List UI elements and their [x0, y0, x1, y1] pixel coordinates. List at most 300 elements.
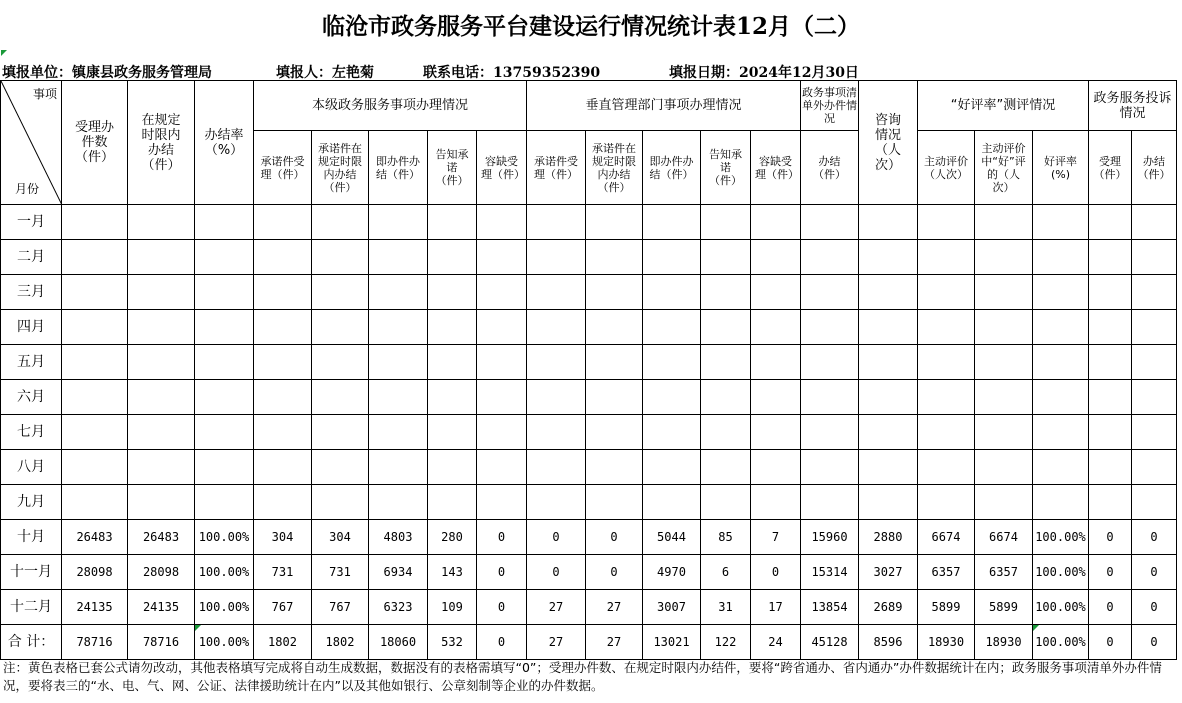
cell-vert-notify[interactable]: 122: [701, 625, 751, 660]
cell-local-notify[interactable]: [428, 275, 477, 310]
cell-complaint-accept[interactable]: [1089, 485, 1132, 520]
cell-local-fault[interactable]: [477, 345, 527, 380]
cell-rate[interactable]: [195, 485, 254, 520]
cell-consult[interactable]: [859, 205, 918, 240]
cell-in-time[interactable]: [128, 205, 195, 240]
cell-vert-promise-accept[interactable]: 27: [527, 590, 586, 625]
cell-consult[interactable]: 8596: [859, 625, 918, 660]
cell-good-rate[interactable]: [1033, 240, 1089, 275]
cell-local-promise-done[interactable]: 731: [312, 555, 369, 590]
cell-local-promise-done[interactable]: [312, 345, 369, 380]
cell-vert-promise-done[interactable]: [586, 450, 643, 485]
cell-local-instant-done[interactable]: 6934: [369, 555, 428, 590]
cell-complaint-finish[interactable]: 0: [1132, 555, 1177, 590]
cell-vert-promise-done[interactable]: 27: [586, 625, 643, 660]
col-local-promise-done: 承诺件在规定时限内办结（件）: [312, 131, 369, 205]
col-vert-promise-accept: 承诺件受理（件）: [527, 131, 586, 205]
cell-vert-instant-done[interactable]: [643, 345, 701, 380]
cell-local-promise-accept[interactable]: 1802: [254, 625, 312, 660]
table-row: [1, 555, 1177, 590]
cell-in-time[interactable]: [128, 240, 195, 275]
cell-local-notify[interactable]: [428, 380, 477, 415]
cell-complaint-accept[interactable]: [1089, 380, 1132, 415]
cell-complaint-finish[interactable]: [1132, 205, 1177, 240]
cell-rate[interactable]: [195, 310, 254, 345]
table-row: [1, 205, 1177, 240]
cell-local-instant-done[interactable]: 6323: [369, 590, 428, 625]
cell-received[interactable]: 78716: [62, 625, 128, 660]
cell-local-promise-accept[interactable]: [254, 345, 312, 380]
cell-good-rate[interactable]: 100.00%: [1033, 590, 1089, 625]
cell-local-notify[interactable]: 532: [428, 625, 477, 660]
cell-active-eval[interactable]: [918, 485, 975, 520]
cell-active-eval[interactable]: [918, 450, 975, 485]
cell-vert-promise-done[interactable]: [586, 275, 643, 310]
cell-local-instant-done[interactable]: [369, 240, 428, 275]
col-outside-list: 政务事项清单外办件情况: [801, 81, 859, 131]
cell-local-notify[interactable]: [428, 450, 477, 485]
cell-local-notify[interactable]: [428, 345, 477, 380]
cell-vert-promise-done[interactable]: [586, 485, 643, 520]
cell-consult[interactable]: [859, 310, 918, 345]
table-row: [1, 415, 1177, 450]
cell-rate[interactable]: [195, 205, 254, 240]
cell-outside-done[interactable]: [801, 415, 859, 450]
cell-complaint-finish[interactable]: [1132, 345, 1177, 380]
cell-active-eval[interactable]: 18930: [918, 625, 975, 660]
cell-complaint-finish[interactable]: [1132, 380, 1177, 415]
cell-complaint-accept[interactable]: [1089, 205, 1132, 240]
cell-local-promise-accept[interactable]: [254, 310, 312, 345]
cell-rate[interactable]: 100.00%: [195, 590, 254, 625]
cell-active-good[interactable]: 18930: [975, 625, 1033, 660]
cell-in-time[interactable]: [128, 345, 195, 380]
cell-local-fault[interactable]: 0: [477, 555, 527, 590]
cell-outside-done[interactable]: [801, 205, 859, 240]
cell-received[interactable]: [62, 240, 128, 275]
cell-complaint-finish[interactable]: [1132, 240, 1177, 275]
cell-in-time[interactable]: 24135: [128, 590, 195, 625]
cell-rate[interactable]: 100.00%: [195, 520, 254, 555]
cell-outside-done[interactable]: 45128: [801, 625, 859, 660]
cell-complaint-finish[interactable]: [1132, 485, 1177, 520]
cell-good-rate[interactable]: [1033, 485, 1089, 520]
cell-vert-promise-done[interactable]: 0: [586, 520, 643, 555]
cell-outside-done[interactable]: [801, 450, 859, 485]
corner-header: [1, 81, 62, 205]
cell-complaint-finish[interactable]: 0: [1132, 625, 1177, 660]
cell-rate[interactable]: [195, 380, 254, 415]
cell-in-time[interactable]: [128, 415, 195, 450]
cell-vert-fault[interactable]: 24: [751, 625, 801, 660]
info-filler: 填报人：左艳菊: [276, 65, 374, 81]
cell-in-time[interactable]: 78716: [128, 625, 195, 660]
col-vert-promise-done: 承诺件在规定时限内办结（件）: [586, 131, 643, 205]
cell-consult[interactable]: [859, 240, 918, 275]
cell-vert-fault[interactable]: [751, 275, 801, 310]
cell-local-promise-accept[interactable]: [254, 240, 312, 275]
cell-vert-fault[interactable]: [751, 345, 801, 380]
table-body: [1, 205, 1177, 660]
cell-vert-promise-accept[interactable]: 27: [527, 625, 586, 660]
cell-vert-instant-done[interactable]: [643, 485, 701, 520]
cell-local-fault[interactable]: 0: [477, 590, 527, 625]
cell-local-promise-accept[interactable]: [254, 275, 312, 310]
cell-outside-done[interactable]: 15960: [801, 520, 859, 555]
cell-local-notify[interactable]: [428, 415, 477, 450]
cell-outside-done[interactable]: [801, 485, 859, 520]
cell-local-notify[interactable]: 109: [428, 590, 477, 625]
cell-good-rate[interactable]: [1033, 380, 1089, 415]
cell-active-eval[interactable]: 6674: [918, 520, 975, 555]
cell-vert-notify[interactable]: 6: [701, 555, 751, 590]
cell-vert-fault[interactable]: [751, 205, 801, 240]
cell-local-notify[interactable]: 280: [428, 520, 477, 555]
cell-active-eval[interactable]: [918, 240, 975, 275]
cell-complaint-accept[interactable]: 0: [1089, 625, 1132, 660]
cell-good-rate[interactable]: [1033, 415, 1089, 450]
cell-outside-done[interactable]: [801, 275, 859, 310]
cell-good-rate[interactable]: [1033, 450, 1089, 485]
cell-good-rate[interactable]: 100.00%: [1033, 555, 1089, 590]
group-good-rate: “好评率”测评情况: [918, 81, 1089, 131]
cell-active-good[interactable]: [975, 380, 1033, 415]
cell-vert-promise-accept[interactable]: [527, 380, 586, 415]
cell-vert-instant-done[interactable]: [643, 380, 701, 415]
cell-active-eval[interactable]: [918, 205, 975, 240]
cell-vert-promise-done[interactable]: [586, 345, 643, 380]
cell-good-rate[interactable]: [1033, 275, 1089, 310]
cell-local-promise-accept[interactable]: 767: [254, 590, 312, 625]
cell-vert-notify[interactable]: [701, 485, 751, 520]
cell-local-instant-done[interactable]: [369, 205, 428, 240]
cell-vert-notify[interactable]: 31: [701, 590, 751, 625]
cell-vert-fault[interactable]: [751, 485, 801, 520]
cell-consult[interactable]: [859, 450, 918, 485]
cell-vert-notify[interactable]: [701, 205, 751, 240]
cell-good-rate[interactable]: [1033, 310, 1089, 345]
cell-outside-done[interactable]: [801, 310, 859, 345]
cell-in-time[interactable]: 28098: [128, 555, 195, 590]
cell-local-notify[interactable]: 143: [428, 555, 477, 590]
cell-local-fault[interactable]: [477, 485, 527, 520]
cell-vert-promise-accept[interactable]: 0: [527, 555, 586, 590]
cell-vert-instant-done[interactable]: [643, 310, 701, 345]
cell-complaint-finish[interactable]: 0: [1132, 520, 1177, 555]
cell-active-good[interactable]: [975, 205, 1033, 240]
cell-complaint-accept[interactable]: [1089, 310, 1132, 345]
cell-active-good[interactable]: [975, 450, 1033, 485]
cell-consult[interactable]: 2880: [859, 520, 918, 555]
cell-complaint-finish[interactable]: 0: [1132, 590, 1177, 625]
cell-rate[interactable]: [195, 415, 254, 450]
cell-local-promise-done[interactable]: [312, 310, 369, 345]
cell-vert-promise-accept[interactable]: [527, 450, 586, 485]
cell-local-fault[interactable]: [477, 380, 527, 415]
cell-rate[interactable]: [195, 275, 254, 310]
cell-rate[interactable]: 100.00%: [195, 625, 254, 660]
cell-received[interactable]: [62, 415, 128, 450]
cell-local-promise-done[interactable]: [312, 415, 369, 450]
cell-vert-instant-done[interactable]: [643, 415, 701, 450]
stats-table: [0, 80, 1177, 660]
cell-rate[interactable]: [195, 345, 254, 380]
cell-active-good[interactable]: 6357: [975, 555, 1033, 590]
cell-outside-done[interactable]: [801, 380, 859, 415]
cell-local-instant-done[interactable]: [369, 310, 428, 345]
cell-good-rate[interactable]: 100.00%: [1033, 625, 1089, 660]
col-active-good: 主动评价中“好”评的（人次）: [975, 131, 1033, 205]
cell-outside-done[interactable]: 15314: [801, 555, 859, 590]
cell-vert-instant-done[interactable]: [643, 450, 701, 485]
cell-local-fault[interactable]: [477, 450, 527, 485]
cell-active-good[interactable]: [975, 485, 1033, 520]
table-row: [1, 275, 1177, 310]
cell-vert-fault[interactable]: [751, 240, 801, 275]
cell-active-good[interactable]: [975, 415, 1033, 450]
cell-vert-promise-accept[interactable]: [527, 205, 586, 240]
cell-consult[interactable]: 3027: [859, 555, 918, 590]
cell-in-time[interactable]: [128, 380, 195, 415]
info-phone: 联系电话：13759352390: [423, 65, 601, 81]
cell-local-promise-done[interactable]: [312, 205, 369, 240]
cell-local-instant-done[interactable]: 18060: [369, 625, 428, 660]
cell-vert-promise-done[interactable]: 27: [586, 590, 643, 625]
cell-local-promise-accept[interactable]: [254, 380, 312, 415]
cell-complaint-accept[interactable]: [1089, 415, 1132, 450]
cell-outside-done[interactable]: [801, 240, 859, 275]
cell-received[interactable]: 28098: [62, 555, 128, 590]
cell-received[interactable]: [62, 485, 128, 520]
cell-marker-icon: [1, 50, 7, 56]
cell-local-promise-accept[interactable]: [254, 450, 312, 485]
cell-local-fault[interactable]: 0: [477, 625, 527, 660]
cell-vert-notify[interactable]: [701, 345, 751, 380]
cell-received[interactable]: [62, 450, 128, 485]
cell-local-notify[interactable]: [428, 240, 477, 275]
cell-active-eval[interactable]: [918, 345, 975, 380]
cell-active-eval[interactable]: 5899: [918, 590, 975, 625]
month-label: 十二月: [1, 590, 62, 625]
cell-vert-fault[interactable]: 0: [751, 555, 801, 590]
cell-complaint-accept[interactable]: [1089, 275, 1132, 310]
group-vertical: 垂直管理部门事项办理情况: [527, 81, 801, 131]
cell-vert-promise-done[interactable]: [586, 205, 643, 240]
cell-local-promise-accept[interactable]: [254, 205, 312, 240]
cell-vert-promise-accept[interactable]: [527, 485, 586, 520]
cell-received[interactable]: 26483: [62, 520, 128, 555]
cell-vert-promise-accept[interactable]: [527, 345, 586, 380]
cell-good-rate[interactable]: [1033, 345, 1089, 380]
cell-vert-instant-done[interactable]: 13021: [643, 625, 701, 660]
cell-local-notify[interactable]: [428, 485, 477, 520]
cell-local-notify[interactable]: [428, 205, 477, 240]
cell-vert-fault[interactable]: [751, 450, 801, 485]
cell-local-fault[interactable]: [477, 310, 527, 345]
cell-consult[interactable]: 2689: [859, 590, 918, 625]
cell-complaint-finish[interactable]: [1132, 415, 1177, 450]
cell-vert-promise-accept[interactable]: [527, 415, 586, 450]
cell-local-promise-done[interactable]: [312, 450, 369, 485]
month-label: 合 计：: [1, 625, 62, 660]
cell-vert-instant-done[interactable]: [643, 240, 701, 275]
cell-vert-promise-done[interactable]: [586, 310, 643, 345]
cell-in-time[interactable]: [128, 450, 195, 485]
cell-local-instant-done[interactable]: [369, 415, 428, 450]
cell-vert-promise-done[interactable]: [586, 380, 643, 415]
month-label: 八月: [1, 450, 62, 485]
cell-vert-notify[interactable]: [701, 310, 751, 345]
cell-local-fault[interactable]: [477, 275, 527, 310]
cell-local-instant-done[interactable]: 4803: [369, 520, 428, 555]
cell-local-fault[interactable]: 0: [477, 520, 527, 555]
cell-vert-promise-accept[interactable]: [527, 310, 586, 345]
cell-complaint-accept[interactable]: [1089, 450, 1132, 485]
cell-outside-done[interactable]: 13854: [801, 590, 859, 625]
col-vert-fault: 容缺受理（件）: [751, 131, 801, 205]
col-vert-instant-done: 即办件办结（件）: [643, 131, 701, 205]
table-row: [1, 310, 1177, 345]
cell-local-promise-done[interactable]: [312, 240, 369, 275]
col-local-fault: 容缺受理（件）: [477, 131, 527, 205]
cell-vert-fault[interactable]: [751, 415, 801, 450]
table-row: [1, 625, 1177, 660]
cell-vert-promise-done[interactable]: [586, 240, 643, 275]
cell-received[interactable]: [62, 345, 128, 380]
cell-vert-instant-done[interactable]: 3007: [643, 590, 701, 625]
table-row: [1, 240, 1177, 275]
cell-local-promise-done[interactable]: 304: [312, 520, 369, 555]
cell-consult[interactable]: [859, 275, 918, 310]
cell-vert-promise-done[interactable]: [586, 415, 643, 450]
cell-local-promise-done[interactable]: 1802: [312, 625, 369, 660]
cell-vert-instant-done[interactable]: [643, 205, 701, 240]
cell-rate[interactable]: 100.00%: [195, 555, 254, 590]
cell-active-good[interactable]: [975, 275, 1033, 310]
cell-complaint-finish[interactable]: [1132, 275, 1177, 310]
cell-local-promise-accept[interactable]: 304: [254, 520, 312, 555]
cell-local-promise-done[interactable]: [312, 380, 369, 415]
cell-in-time[interactable]: [128, 485, 195, 520]
month-label: 十一月: [1, 555, 62, 590]
cell-local-promise-accept[interactable]: [254, 485, 312, 520]
cell-complaint-accept[interactable]: 0: [1089, 590, 1132, 625]
cell-vert-promise-accept[interactable]: [527, 240, 586, 275]
month-label: 五月: [1, 345, 62, 380]
cell-local-notify[interactable]: [428, 310, 477, 345]
cell-vert-notify[interactable]: [701, 240, 751, 275]
cell-local-fault[interactable]: [477, 205, 527, 240]
cell-consult[interactable]: [859, 345, 918, 380]
cell-complaint-accept[interactable]: 0: [1089, 555, 1132, 590]
cell-vert-instant-done[interactable]: 5044: [643, 520, 701, 555]
cell-local-instant-done[interactable]: [369, 345, 428, 380]
cell-local-instant-done[interactable]: [369, 275, 428, 310]
col-rate: 办结率（%）: [195, 81, 254, 205]
month-label: 六月: [1, 380, 62, 415]
cell-local-instant-done[interactable]: [369, 380, 428, 415]
cell-vert-fault[interactable]: [751, 380, 801, 415]
table-row: [1, 590, 1177, 625]
cell-vert-promise-done[interactable]: 0: [586, 555, 643, 590]
cell-local-instant-done[interactable]: [369, 485, 428, 520]
cell-consult[interactable]: [859, 380, 918, 415]
month-label: 四月: [1, 310, 62, 345]
cell-local-promise-done[interactable]: [312, 275, 369, 310]
cell-vert-notify[interactable]: 85: [701, 520, 751, 555]
table-row: [1, 485, 1177, 520]
cell-received[interactable]: [62, 310, 128, 345]
cell-vert-promise-accept[interactable]: [527, 275, 586, 310]
cell-active-eval[interactable]: [918, 415, 975, 450]
col-received: 受理办件数（件）: [62, 81, 128, 205]
cell-consult[interactable]: [859, 415, 918, 450]
cell-vert-instant-done[interactable]: 4970: [643, 555, 701, 590]
cell-vert-notify[interactable]: [701, 380, 751, 415]
cell-active-eval[interactable]: 6357: [918, 555, 975, 590]
cell-vert-fault[interactable]: 17: [751, 590, 801, 625]
cell-active-good[interactable]: [975, 310, 1033, 345]
cell-local-fault[interactable]: [477, 240, 527, 275]
cell-rate[interactable]: [195, 240, 254, 275]
cell-active-eval[interactable]: [918, 380, 975, 415]
cell-good-rate[interactable]: 100.00%: [1033, 520, 1089, 555]
footnote: 注：黄色表格已套公式请勿改动，其他表格填写完成将自动生成数据，数据没有的表格需填写“0”；受理办件数、在规定时限内办结件，要将“跨省通办、省内通办”办件数据统计在内；政务服务事项清单外办件情况，要将表三的“水、电、气、网、公证、法律援助统计在内”以及其他如银行、公章刻制等企业的办件数据。: [3, 660, 1162, 693]
cell-in-time[interactable]: [128, 310, 195, 345]
cell-local-fault[interactable]: [477, 415, 527, 450]
cell-complaint-accept[interactable]: [1089, 345, 1132, 380]
month-label: 二月: [1, 240, 62, 275]
cell-vert-promise-accept[interactable]: 0: [527, 520, 586, 555]
cell-in-time[interactable]: 26483: [128, 520, 195, 555]
cell-vert-notify[interactable]: [701, 415, 751, 450]
cell-vert-fault[interactable]: [751, 310, 801, 345]
cell-complaint-accept[interactable]: 0: [1089, 520, 1132, 555]
cell-active-good[interactable]: 6674: [975, 520, 1033, 555]
cell-active-good[interactable]: [975, 240, 1033, 275]
cell-received[interactable]: 24135: [62, 590, 128, 625]
cell-vert-notify[interactable]: [701, 450, 751, 485]
cell-active-good[interactable]: 5899: [975, 590, 1033, 625]
cell-complaint-accept[interactable]: [1089, 240, 1132, 275]
cell-local-promise-accept[interactable]: [254, 415, 312, 450]
cell-complaint-finish[interactable]: [1132, 450, 1177, 485]
cell-vert-fault[interactable]: 7: [751, 520, 801, 555]
cell-in-time[interactable]: [128, 275, 195, 310]
month-label: 三月: [1, 275, 62, 310]
cell-local-instant-done[interactable]: [369, 450, 428, 485]
cell-local-promise-done[interactable]: 767: [312, 590, 369, 625]
cell-local-promise-done[interactable]: [312, 485, 369, 520]
col-consult: 咨询情况（人次）: [859, 81, 918, 205]
cell-active-eval[interactable]: [918, 310, 975, 345]
cell-outside-done[interactable]: [801, 345, 859, 380]
cell-consult[interactable]: [859, 485, 918, 520]
cell-received[interactable]: [62, 380, 128, 415]
cell-active-eval[interactable]: [918, 275, 975, 310]
cell-active-good[interactable]: [975, 345, 1033, 380]
cell-vert-notify[interactable]: [701, 275, 751, 310]
cell-vert-instant-done[interactable]: [643, 275, 701, 310]
info-date: 填报日期：2024年12月30日: [669, 65, 859, 81]
cell-good-rate[interactable]: [1033, 205, 1089, 240]
cell-complaint-finish[interactable]: [1132, 310, 1177, 345]
cell-received[interactable]: [62, 275, 128, 310]
cell-received[interactable]: [62, 205, 128, 240]
corner-bottom-label: 月份: [15, 182, 40, 196]
cell-local-promise-accept[interactable]: 731: [254, 555, 312, 590]
cell-rate[interactable]: [195, 450, 254, 485]
